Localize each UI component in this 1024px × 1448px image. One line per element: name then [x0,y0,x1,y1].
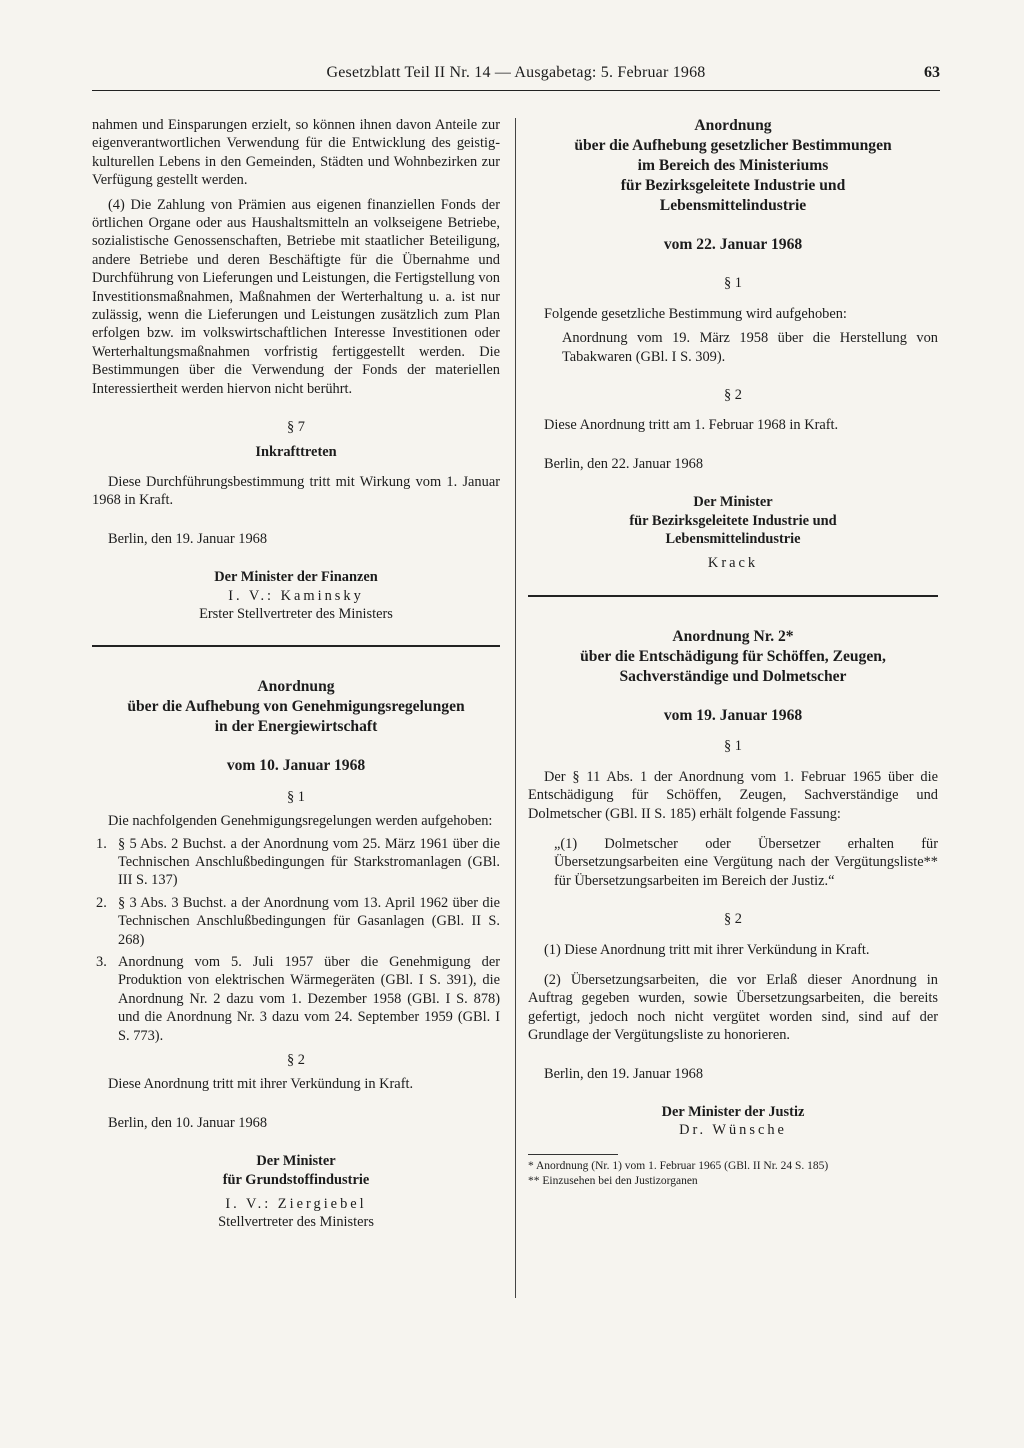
ordinance-tobacco-section-2-text: Diese Anordnung tritt am 1. Februar 1968 in Kraft. [544,417,839,434]
ordinance-energy-title-line-1: Anordnung [257,678,335,696]
section-separator [528,595,938,597]
ordinance-energy-title-line-2: über die Aufhebung von Genehmigungsregelungen [127,698,465,716]
section-7-title: Inkrafttreten [255,443,337,460]
ordinance-tobacco-repealed-item: Anordnung vom 19. März 1958 über die Herstellung von Tabakwaren (GBl. I S. 309). [562,330,938,365]
signature-title-line-1: Der Minister [256,1153,336,1170]
ordinance-energy-intro: Die nachfolgenden Genehmigungsregelungen werden aufgehoben: [108,813,493,830]
column-divider [515,118,516,1298]
ordinance-court-fees-title [528,627,938,687]
ordinance-court-fees-title-line-3: Sachverständige und Dolmetscher [619,667,847,685]
signature-title-justice-minister: Der Minister der Justiz [661,1103,805,1120]
repealed-regulations-list [92,835,500,1045]
date-berlin-19-januar: Berlin, den 19. Januar 1968 [108,530,268,547]
signature-role-ziergiebel: Stellvertreter des Ministers [218,1214,374,1231]
ordinance-court-fees-quoted-text: „(1) Dolmetscher oder Übersetzer erhalten für Übersetzungsarbeiten eine Vergütung nach der Vergütungsliste** für Übersetzungsarbeiten im Bereich der Justiz.“ [554,835,938,889]
signature-title-finance-minister: Der Minister der Finanzen [214,569,378,586]
signature-title-line-3: Lebensmittelindustrie [665,531,801,548]
list-item-text: Anordnung vom 5. Juli 1957 über die Genehmigung der Produktion von elektrischen Wärmegeräten (GBl. I S. 391), die Anordnung Nr. 2 dazu vom 1. Dezember 1958 (GBl. I S. 878) und die Anordnung Nr. 3 dazu vom 24. September 1959 (GBl. I S. 773). [118,954,500,1044]
gazette-header-title: Gesetzblatt Teil II Nr. 14 — Ausgabetag: 5. Februar 1968 [326,64,706,81]
ordinance-tobacco-title-line-4: für Bezirksgeleitete Industrie und [620,177,846,194]
right-column [528,116,938,1189]
ordinance-tobacco-section-2: § 2 [724,387,742,404]
list-item-number: 3. [96,954,107,970]
ordinance-court-fees-title-line-1: Anordnung Nr. 2* [672,627,794,645]
signature-title-line-2: für Bezirksgeleitete Industrie und [629,512,837,529]
list-item [92,894,500,949]
ordinance-energy-section-2-text: Diese Anordnung tritt mit ihrer Verkündung in Kraft. [108,1076,414,1093]
ordinance-court-fees-section-1-text: Der § 11 Abs. 1 der Anordnung vom 1. Februar 1965 über die Entschädigung für Schöffen, Zeugen, Sachverständige und Dolmetscher (GBl. II S. 185) erhält folgende Fassung: [528,768,938,822]
paragraph-4: (4) Die Zahlung von Prämien aus eigenen finanziellen Fonds der örtlichen Organe oder aus Haushaltsmitteln an volkseigene Betriebe, sozialistische Genossenschaften, Betriebe mit staatlicher Beteiligung, andere Betriebe und deren Beschäftigte für die Übernahme und Durchführung von Lieferungen und Leistungen, die Fertigstellung von Investitionsmaßnahmen, Maßnahmen der Werterhaltung u. a. ist nur zulässig, wenn die Lieferungen und Leistungen zusätzlich zum Plan erfolgen bzw. im volkswirtschaftlichen Interesse Investitionen oder Werterhaltungsmaßnahmen vorfristig fertiggestellt werden. Die Bestimmungen über die Verwendung der Fonds der materiellen Interessiertheit werden hiervon nicht berührt. [92,196,500,397]
ordinance-tobacco-section-1: § 1 [724,275,742,292]
section-separator [92,645,500,647]
continued-paragraph: nahmen und Einsparungen erzielt, so können ihnen davon Anteile zur eigenverantwortlichen Verwendung für die Entwicklung des geistig-kulturellen Lebens in den Gemeinden, Städten und Wohnbezirken zur Verfügung gestellt werden. [92,117,500,189]
list-item [92,953,500,1045]
date-berlin-10-januar: Berlin, den 10. Januar 1968 [108,1114,268,1131]
ordinance-tobacco-title-line-5: Lebensmittelindustrie [659,197,807,214]
section-7-number: § 7 [287,419,305,436]
signature-name-krack: Krack [707,555,759,572]
signature-name-wuensche: Dr. Wünsche [679,1122,787,1139]
ordinance-tobacco-section-1-text: Folgende gesetzliche Bestimmung wird aufgehoben: [544,305,847,322]
ordinance-energy-date: vom 10. Januar 1968 [226,757,366,775]
ordinance-tobacco-title-line-1: Anordnung [694,117,772,134]
list-item-number: 1. [96,835,107,852]
section-7-text: Diese Durchführungsbestimmung tritt mit Wirkung vom 1. Januar 1968 in Kraft. [92,473,500,509]
ordinance-court-fees-section-1: § 1 [724,738,742,755]
ordinance-court-fees-date: vom 19. Januar 1968 [663,706,803,724]
ordinance-energy-section-1: § 1 [287,788,305,805]
footnote-separator [528,1154,618,1155]
page-header [92,62,940,91]
list-item-text: § 3 Abs. 3 Buchst. a der Anordnung vom 13. April 1962 über die Technischen Anschlußbedingungen für Gasanlagen (GBl. II S. 268) [118,894,500,948]
list-item-number: 2. [96,894,107,911]
ordinance-tobacco-date: vom 22. Januar 1968 [663,236,803,253]
footnote-1: * Anordnung (Nr. 1) vom 1. Februar 1965 (GBl. II Nr. 24 S. 185) [528,1159,829,1172]
signature-title-line-1: Der Minister [693,494,773,511]
footnote-2: ** Einzusehen bei den Justizorganen [528,1174,698,1187]
left-column [92,116,500,1232]
ordinance-tobacco-title-line-3: im Bereich des Ministeriums [637,157,829,174]
ordinance-energy-title-line-3: in der Energiewirtschaft [214,718,378,736]
ordinance-tobacco-title-line-2: über die Aufhebung gesetzlicher Bestimmungen [574,137,892,154]
page-number: 63 [924,64,940,81]
ordinance-energy-section-2: § 2 [287,1052,305,1069]
list-item [92,835,500,890]
ordinance-energy-title [92,677,500,737]
list-item-text: § 5 Abs. 2 Buchst. a der Anordnung vom 25. März 1961 über die Technischen Anschlußbedingungen für Starkstromanlagen (GBl. III S. 137) [118,835,500,889]
ordinance-tobacco-title [528,116,938,216]
ordinance-court-fees-section-2-para-2: (2) Übersetzungsarbeiten, die vor Erlaß dieser Anordnung in Auftrag gegeben wurden, sowie Übersetzungsarbeiten, die bereits gefertigt, jedoch noch nicht vergütet worden sind, sind auf der Grundlage der Vergütungsliste zu honorieren. [528,971,938,1044]
signature-name-ziergiebel: I. V.: Ziergiebel [225,1196,367,1213]
date-berlin-22-januar: Berlin, den 22. Januar 1968 [544,455,704,472]
signature-title-line-2: für Grundstoffindustrie [222,1171,370,1188]
ordinance-court-fees-title-line-2: über die Entschädigung für Schöffen, Zeugen, [580,647,886,665]
ordinance-court-fees-section-2: § 2 [724,911,742,928]
ordinance-court-fees-section-2-para-1: (1) Diese Anordnung tritt mit ihrer Verkündung in Kraft. [544,941,870,958]
signature-role-kaminsky: Erster Stellvertreter des Ministers [199,605,393,622]
date-berlin-19-januar: Berlin, den 19. Januar 1968 [544,1065,704,1082]
signature-name-kaminsky: I. V.: Kaminsky [228,587,364,604]
